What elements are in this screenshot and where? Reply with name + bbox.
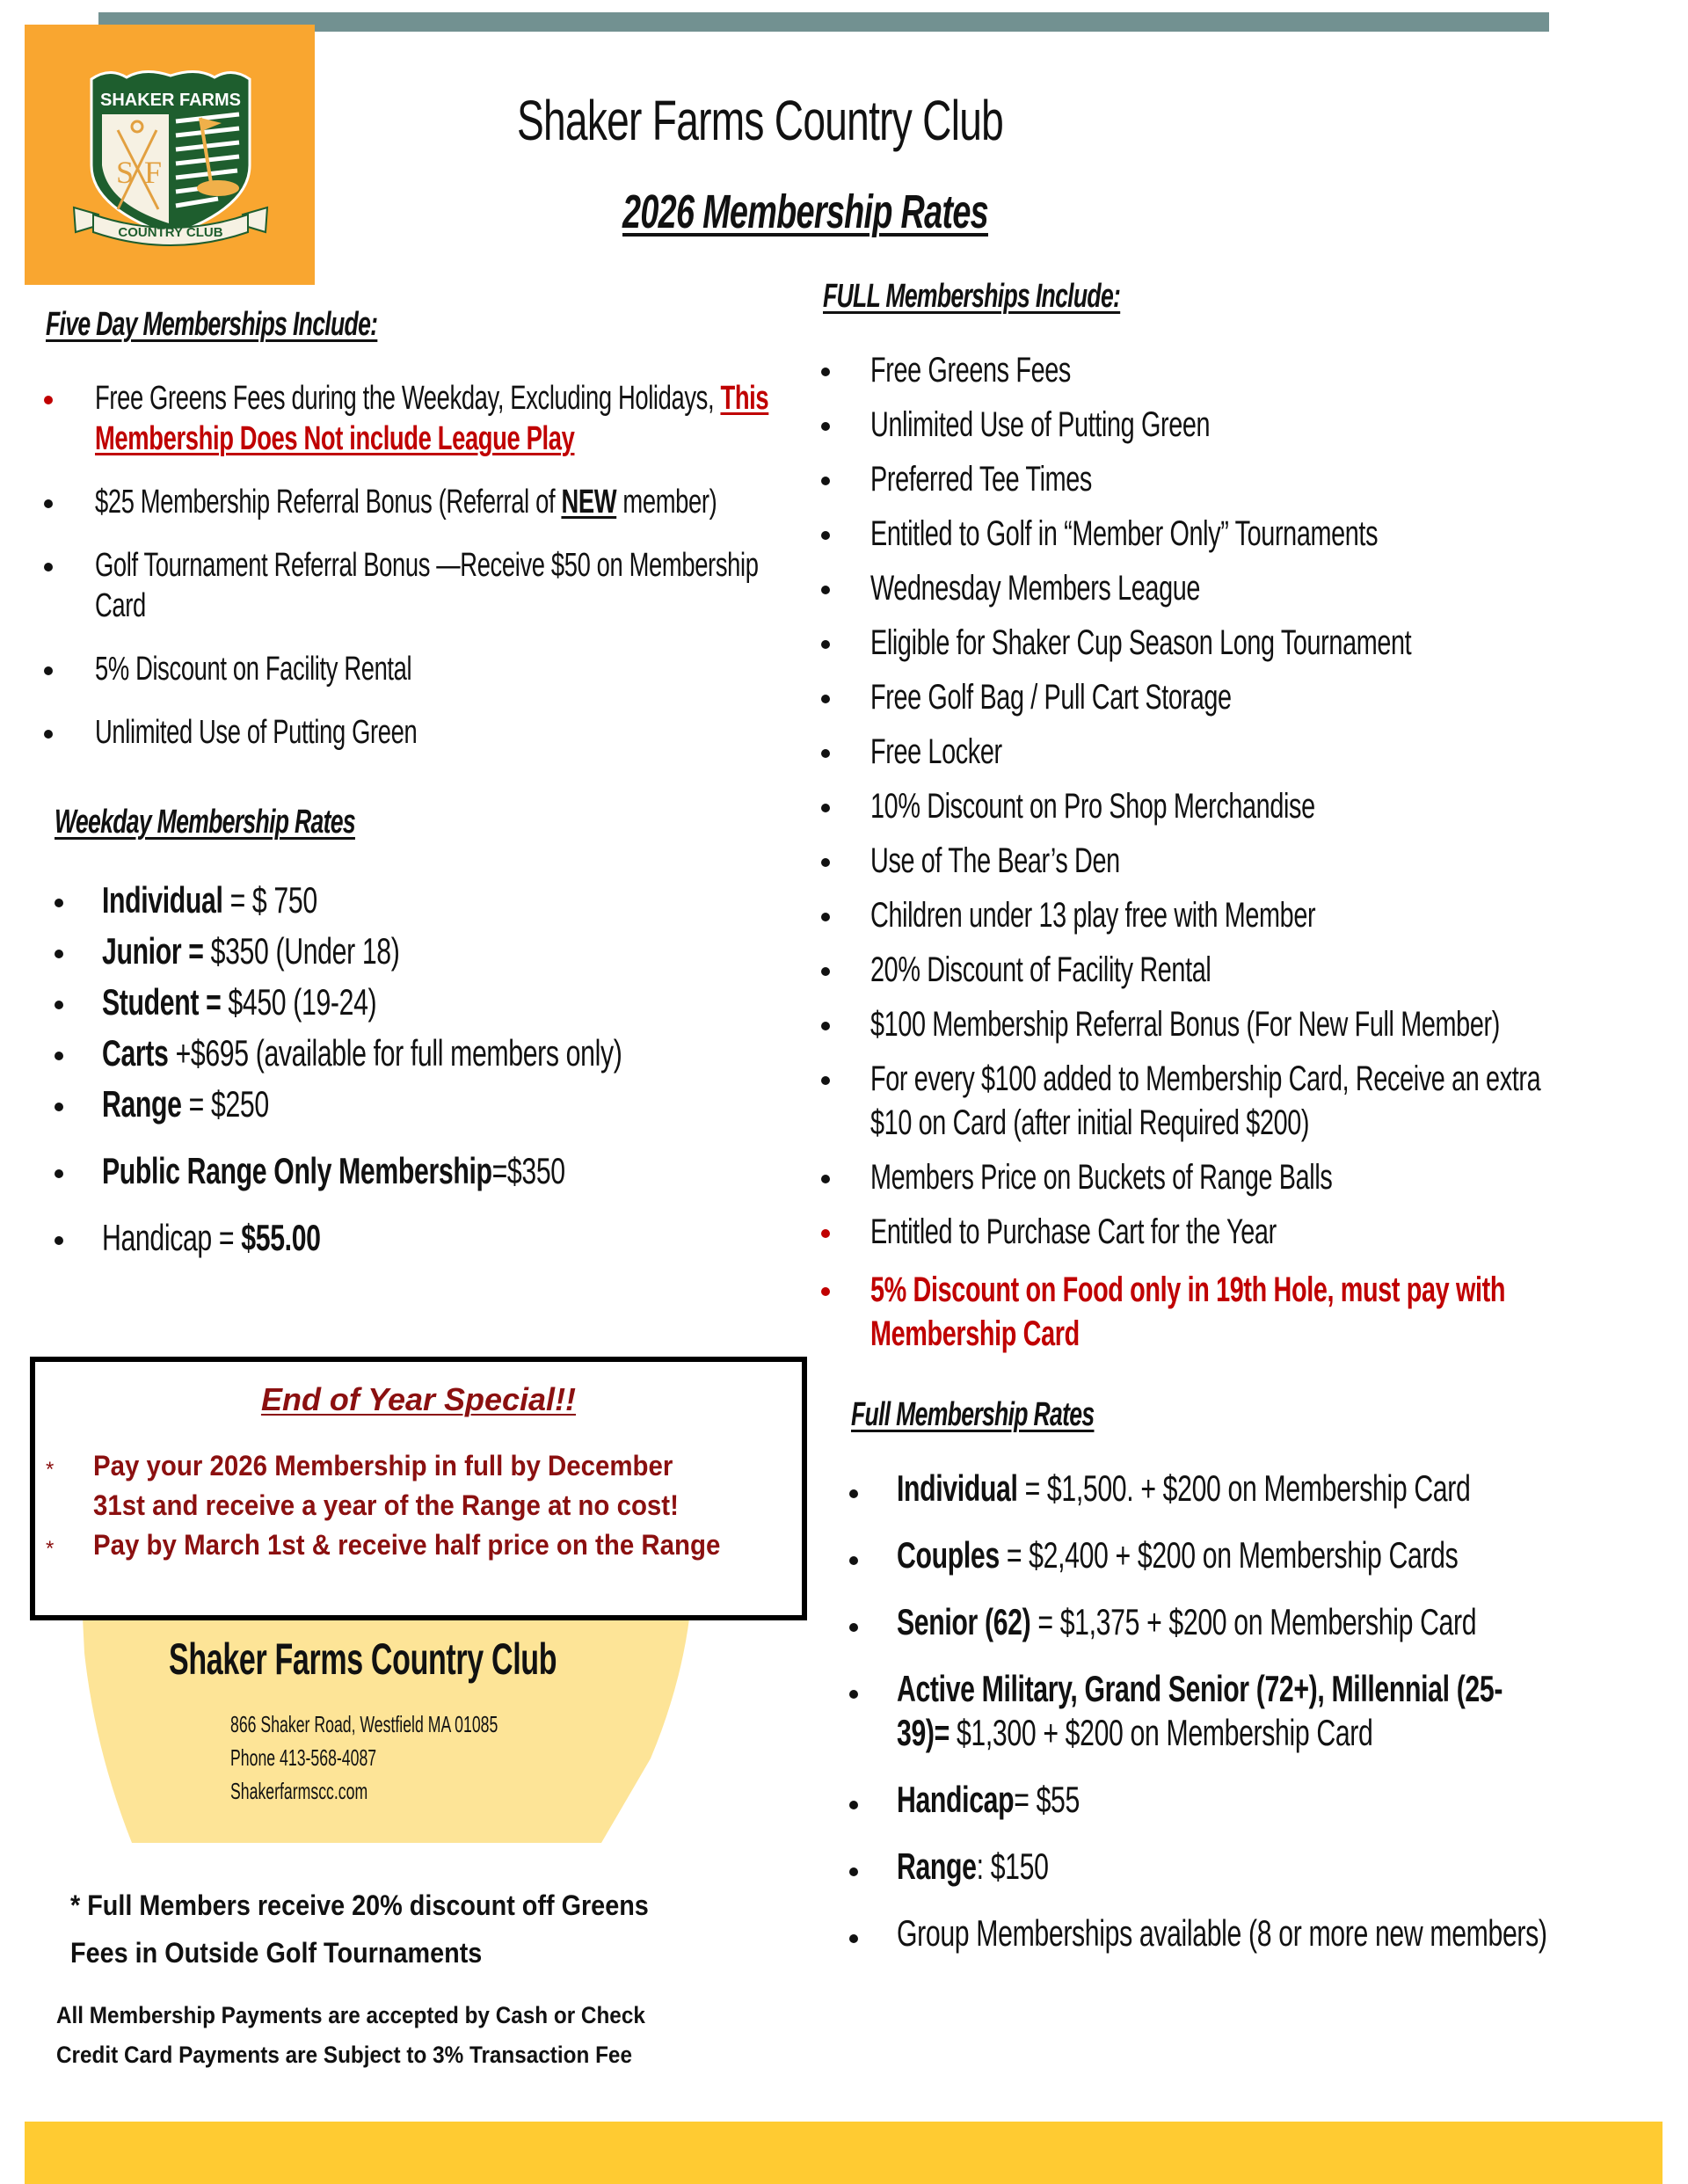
rate-item-military-grand-senior-millennial: Active Military, Grand Senior (72+), Millennial (25- 39)= $1,300 + $200 on Membership Card bbox=[844, 1667, 1688, 1755]
special-title: End of Year Special!! bbox=[260, 1381, 577, 1417]
page-title: Shaker Farms Country Club bbox=[517, 89, 1004, 152]
special-offers-list bbox=[35, 1446, 802, 1565]
rate-item-student: Student = $450 (19-24) bbox=[53, 978, 824, 1027]
asterisk-icon: * bbox=[46, 1537, 55, 1561]
full-member-discount-note: * Full Members receive 20% discount off Greens Fees in Outside Golf Tournaments bbox=[70, 1889, 649, 1969]
rate-item-group: Group Memberships available (8 or more new members) bbox=[844, 1911, 1688, 1955]
list-item: Free Greens Fees during the Weekday, Excluding Holidays, This Membership Does Not include League Play bbox=[44, 378, 1030, 459]
rate-item-individual: Individual = $1,500. + $200 on Membership Card bbox=[844, 1467, 1688, 1511]
list-item: Use of The Bear’s Den bbox=[818, 839, 1688, 883]
list-item: Free Locker bbox=[818, 730, 1688, 774]
svg-text:COUNTRY CLUB: COUNTRY CLUB bbox=[118, 225, 223, 240]
contact-info bbox=[230, 1707, 624, 1808]
rate-item-range: Range = $250 bbox=[53, 1080, 824, 1129]
list-item: Free Greens Fees bbox=[818, 348, 1688, 392]
list-item: Preferred Tee Times bbox=[818, 457, 1688, 501]
full-benefits-list bbox=[818, 348, 1688, 1366]
rate-item-handicap: Handicap = $55.00 bbox=[53, 1213, 824, 1263]
weekday-rates-heading: Weekday Membership Rates bbox=[55, 804, 355, 841]
list-item-food-discount: 5% Discount on Food only in 19th Hole, must pay with Membership Card bbox=[818, 1268, 1688, 1356]
rate-item-handicap: Handicap= $55 bbox=[844, 1778, 1688, 1822]
rate-item-couples: Couples = $2,400 + $200 on Membership Cards bbox=[844, 1533, 1688, 1577]
svg-text:F: F bbox=[144, 155, 163, 190]
list-item: Unlimited Use of Putting Green bbox=[44, 712, 1030, 753]
full-rates-heading: Full Membership Rates bbox=[851, 1396, 1095, 1433]
list-item: For every $100 added to Membership Card, Receive an extra $10 on Card (after initial Required $200) bbox=[818, 1057, 1688, 1145]
contact-phone: Phone 413-568-4087 bbox=[230, 1744, 377, 1771]
list-item: 10% Discount on Pro Shop Merchandise bbox=[818, 784, 1688, 828]
league-play-warning: Membership Does Not include League Play bbox=[95, 420, 575, 457]
full-rates-list bbox=[844, 1467, 1688, 1978]
special-offer-item: * Pay your 2026 Membership in full by December 31st and receive a year of the Range at no cost! bbox=[46, 1450, 679, 1521]
rate-item-junior: Junior = $350 (Under 18) bbox=[53, 927, 824, 976]
contact-club-name: Shaker Farms Country Club bbox=[169, 1634, 557, 1684]
special-offer-item: * Pay by March 1st & receive half price on the Range bbox=[35, 1525, 802, 1565]
five-day-heading: Five Day Memberships Include: bbox=[46, 306, 378, 343]
svg-text:SHAKER FARMS: SHAKER FARMS bbox=[99, 91, 242, 110]
list-item: Wednesday Members League bbox=[818, 566, 1688, 610]
rate-item-senior: Senior (62) = $1,375 + $200 on Membership Card bbox=[844, 1600, 1688, 1644]
contact-address: 866 Shaker Road, Westfield MA 01085 bbox=[230, 1711, 498, 1737]
full-includes-heading: FULL Memberships Include: bbox=[823, 278, 1121, 315]
list-item: 20% Discount of Facility Rental bbox=[818, 948, 1688, 992]
svg-text:S: S bbox=[116, 155, 135, 190]
contact-website: Shakerfarmscc.com bbox=[230, 1778, 368, 1804]
rate-item-public-range: Public Range Only Membership=$350 bbox=[53, 1147, 824, 1196]
league-play-warning: This bbox=[720, 380, 769, 417]
list-item: Golf Tournament Referral Bonus —Receive $50 on Membership Card bbox=[44, 545, 1030, 626]
bottom-decorative-bar bbox=[25, 2122, 1663, 2184]
list-item: Children under 13 play free with Member bbox=[818, 893, 1688, 937]
list-item: Entitled to Golf in “Member Only” Tournaments bbox=[818, 512, 1688, 556]
payment-note: All Membership Payments are accepted by Cash or Check Credit Card Payments are Subject to 3% Transaction Fee bbox=[56, 2002, 645, 2068]
list-item: 5% Discount on Facility Rental bbox=[44, 649, 1030, 689]
asterisk-icon: * bbox=[46, 1458, 55, 1481]
page-subtitle: 2026 Membership Rates bbox=[622, 186, 988, 238]
rate-item-range: Range: $150 bbox=[844, 1845, 1688, 1889]
rate-item-carts: Carts +$695 (available for full members only) bbox=[53, 1029, 824, 1078]
list-item: Eligible for Shaker Cup Season Long Tournament bbox=[818, 621, 1688, 665]
list-item: $25 Membership Referral Bonus (Referral of NEW member) bbox=[44, 482, 1030, 522]
rate-item-individual: Individual = $ 750 bbox=[53, 876, 824, 925]
end-of-year-special-box bbox=[30, 1357, 807, 1620]
list-item: Free Golf Bag / Pull Cart Storage bbox=[818, 675, 1688, 719]
list-item: Members Price on Buckets of Range Balls bbox=[818, 1155, 1688, 1199]
list-item: Entitled to Purchase Cart for the Year bbox=[818, 1210, 1688, 1254]
list-item: Unlimited Use of Putting Green bbox=[818, 403, 1688, 447]
list-item: $100 Membership Referral Bonus (For New Full Member) bbox=[818, 1002, 1688, 1046]
